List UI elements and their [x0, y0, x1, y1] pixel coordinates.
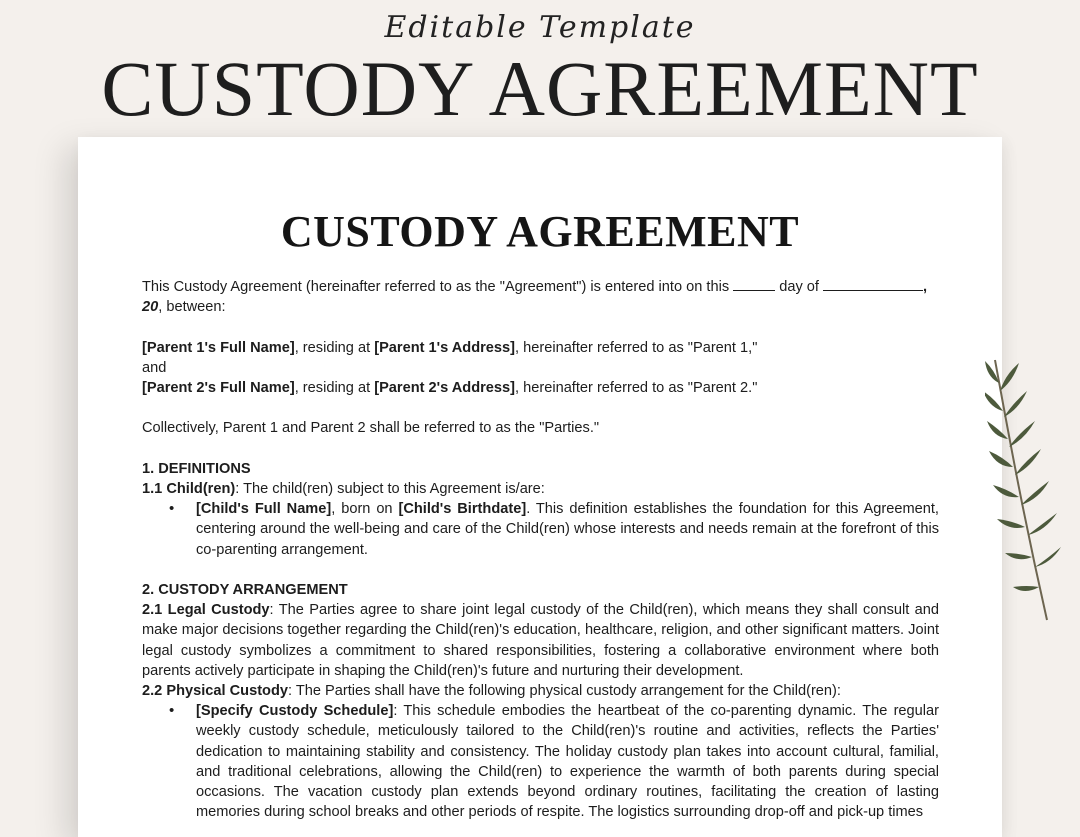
custody-list [142, 701, 939, 822]
section-1-1-label: 1.1 Child(ren) [142, 480, 236, 497]
child-name: [Child's Full Name] [196, 501, 332, 518]
parent2-name: [Parent 2's Full Name] [142, 380, 295, 396]
list-item [196, 701, 939, 822]
custody-schedule-label: [Specify Custody Schedule] [196, 703, 394, 720]
section1-heading [142, 459, 939, 479]
section-2-2-label: 2.2 Physical Custody [142, 683, 288, 699]
section-2-1-text: : The Parties agree to share joint legal custody of the Child(ren), which means they shall consult and make major decisions together regarding the Child(ren)'s education, healthcare, religion, and other significant matters. Joint legal custody symbolizes a commitment to shared responsibilities, fostering a collaborative environment where both parents actively participate in shaping the Child(ren)'s future and nurturing their development. [142, 602, 939, 679]
parent2-ref: , hereinafter referred to as "Parent 2." [515, 380, 758, 396]
month-blank [823, 276, 923, 291]
section-2-2 [142, 681, 939, 701]
rosemary-sprig-decoration [985, 355, 1065, 625]
parent2-address: [Parent 2's Address] [374, 380, 516, 396]
intro-text: This Custody Agreement (hereinafter referred to as the "Agreement") is entered into on this [142, 279, 734, 295]
section-2-1-label: 2.1 Legal Custody [142, 602, 270, 619]
intro-paragraph [142, 276, 939, 317]
and-line: and [142, 359, 167, 376]
parent1-address: [Parent 1's Address] [374, 339, 516, 356]
section-1-1-text: : The child(ren) subject to this Agreement is/are: [235, 480, 545, 497]
section-1-1 [142, 479, 939, 499]
section2-heading [142, 580, 939, 600]
collective-line: Collectively, Parent 1 and Parent 2 shall be referred to as the "Parties." [142, 420, 600, 437]
intro-between: , between: [158, 299, 226, 316]
year-prefix: 20 [142, 299, 159, 316]
custody-schedule-text: : This schedule embodies the heartbeat of the co-parenting dynamic. The regular weekly custody schedule, meticulously tailored to the Child(ren)'s routine and activities, reflects the Parties' dedication to maintaining stability and consistency. The holiday custody plan takes into account cultural, familial, and traditional celebrations, allowing the Child(ren) to experience the warmth of both parents during special occasions. The vacation custody plan extends beyond ordinary routines, facilitating the creation of lasting memories during school breaks and other periods of respite. The logistics surrounding drop-off and pick-up times [196, 703, 940, 821]
intro-text-day: day of [775, 279, 824, 295]
section-2-1 [142, 600, 939, 681]
child-text: , born on [331, 501, 399, 518]
document-page [78, 137, 1002, 837]
parent1-text: , residing at [294, 339, 375, 356]
document-title: CUSTODY AGREEMENT [280, 207, 800, 256]
child-birthdate: [Child's Birthdate] [398, 501, 527, 518]
document-body [142, 276, 939, 822]
list-item [196, 499, 939, 560]
child-definition: . This definition establishes the foundation for this Agreement, centering around the well-being and care of the Child(ren) whose interests and needs remain at the forefront of this co-parenting arrangement. [196, 501, 939, 558]
parent2-line [142, 378, 939, 398]
tagline-script: Editable Template [384, 10, 696, 45]
section2-heading-text: 2. CUSTODY ARRANGEMENT [142, 581, 348, 598]
section1-heading-text: 1. DEFINITIONS [142, 460, 251, 477]
intro-comma: , [923, 279, 928, 295]
parent1-ref: , hereinafter referred to as "Parent 1," [515, 339, 758, 356]
parent2-text: , residing at [294, 380, 375, 396]
section-2-2-text: : The Parties shall have the following physical custody arrangement for the Child(ren): [288, 683, 841, 699]
hero-title: CUSTODY AGREEMENT [101, 45, 979, 132]
children-list [142, 499, 939, 560]
parent1-line [142, 338, 939, 358]
parent1-name: [Parent 1's Full Name] [142, 339, 295, 356]
date-blank [733, 276, 775, 291]
